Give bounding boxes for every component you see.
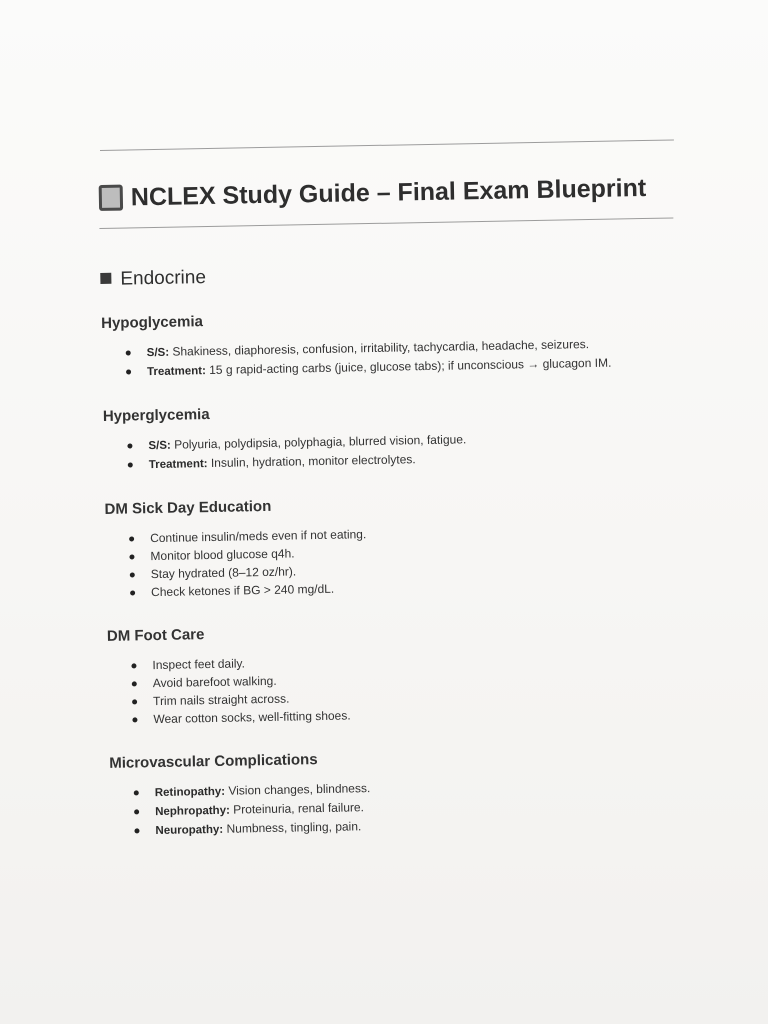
item-text: Vision changes, blindness. — [228, 780, 371, 798]
topics-container — [101, 304, 689, 841]
document-title: NCLEX Study Guide – Final Exam Blueprint — [130, 173, 647, 212]
item-text: Stay hydrated (8–12 oz/hr). — [150, 564, 297, 581]
item-text: Insulin, hydration, monitor electrolytes. — [210, 451, 416, 470]
section-heading-row — [100, 258, 678, 291]
topic-list — [102, 333, 681, 382]
item-text: Inspect feet daily. — [152, 656, 246, 672]
title-divider — [99, 217, 673, 229]
bullet-icon — [134, 828, 139, 833]
bullet-icon — [134, 809, 139, 814]
bullet-icon — [130, 572, 135, 577]
item-text: Shakiness, diaphoresis, confusion, irritability, tachycardia, headache, seizures. — [172, 336, 590, 359]
bullet-icon — [131, 663, 136, 668]
item-label: Neuropathy: — [155, 823, 224, 837]
item-label: Treatment: — [148, 457, 208, 471]
topic-list — [103, 426, 682, 475]
bullet-icon — [132, 717, 137, 722]
square-bullet-icon — [100, 273, 111, 284]
item-label: S/S: — [146, 346, 170, 359]
item-text: Wear cotton socks, well-fitting shoes. — [153, 708, 351, 726]
item-text: Trim nails straight across. — [152, 691, 290, 708]
section-heading: Endocrine — [120, 266, 207, 290]
item-label: Retinopathy: — [154, 785, 226, 799]
bullet-icon — [128, 462, 133, 467]
bullet-icon — [132, 681, 137, 686]
item-text: Continue insulin/meds even if not eating. — [149, 526, 367, 545]
item-text: Numbness, tingling, pain. — [226, 819, 362, 836]
topic-heading: DM Sick Day Education — [104, 497, 272, 518]
bullet-icon — [126, 350, 131, 355]
item-text: Polyuria, polydipsia, polyphagia, blurred vision, fatigue. — [173, 432, 467, 452]
topic-heading: Hyperglycemia — [102, 405, 210, 425]
item-text: Proteinuria, renal failure. — [233, 799, 365, 817]
item-text: Monitor blood glucose q4h. — [150, 546, 295, 563]
topic-heading: Microvascular Complications — [109, 750, 318, 772]
topic-list — [110, 773, 689, 841]
topic-heading: DM Foot Care — [106, 625, 205, 645]
item-text: 15 g rapid-acting carbs (juice, glucose tabs); if unconscious → glucagon IM. — [209, 355, 612, 377]
bullet-icon — [129, 536, 134, 541]
topic-list — [107, 646, 686, 729]
bullet-icon — [132, 699, 137, 704]
bullet-icon — [130, 590, 135, 595]
document-title-row — [99, 168, 678, 217]
document-content — [98, 139, 689, 840]
notebook-icon — [99, 185, 123, 211]
bullet-icon — [129, 554, 134, 559]
item-text: Check ketones if BG > 240 mg/dL. — [150, 581, 335, 599]
bullet-icon — [127, 443, 132, 448]
item-label: Treatment: — [146, 364, 206, 378]
item-label: Nephropathy: — [155, 804, 230, 818]
bullet-icon — [134, 790, 139, 795]
topic-list — [105, 519, 684, 602]
item-text: Avoid barefoot walking. — [152, 673, 277, 690]
item-label: S/S: — [148, 439, 171, 452]
topic-heading: Hypoglycemia — [101, 312, 204, 332]
top-divider — [100, 139, 674, 151]
bullet-icon — [126, 369, 131, 374]
